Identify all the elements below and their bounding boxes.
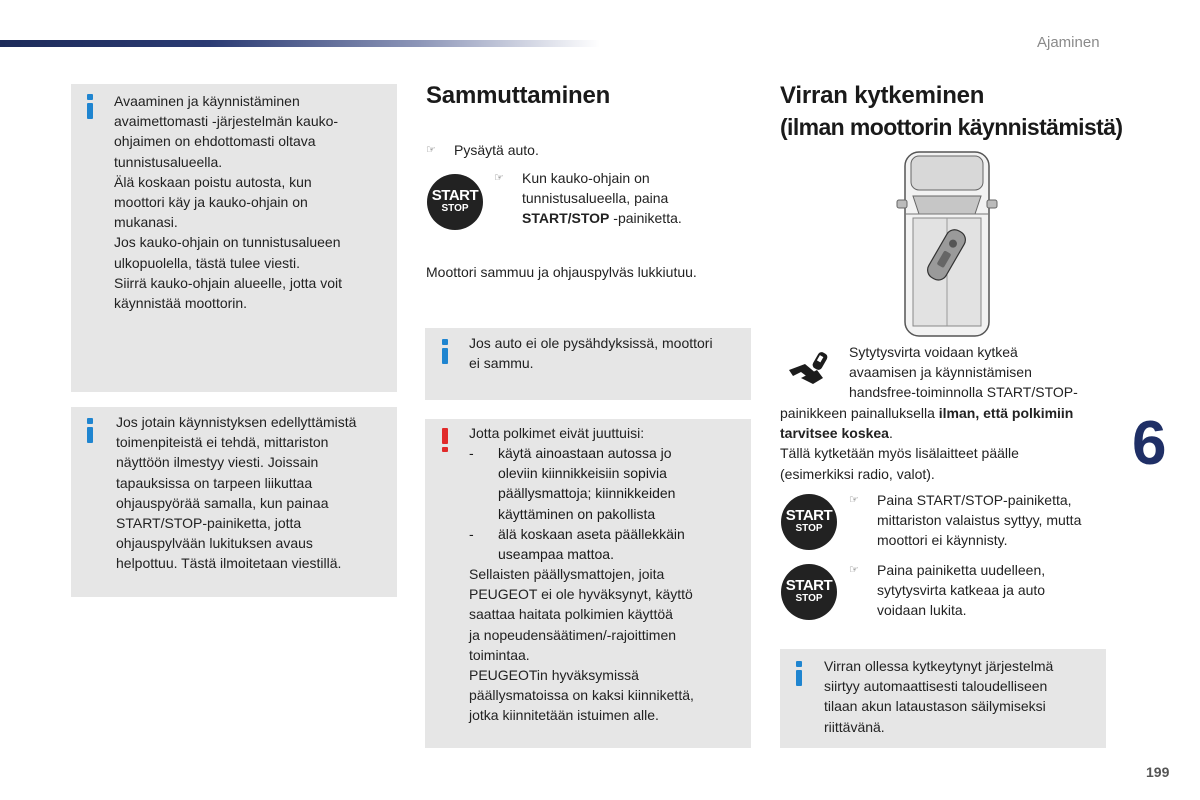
start-stop-button-icon: START STOP [427, 174, 483, 230]
section-title: Ajaminen [1037, 34, 1100, 51]
info-text-economy-mode: Virran ollessa kytkeytynyt järjestelmä siirtyy automaattisesti taloudelliseen tilaan akun lataustason säilymiseksi riittävänä. [824, 658, 1054, 735]
info-icon [87, 418, 95, 443]
hand-pointer-icon: ☞ [426, 144, 436, 156]
start-stop-button-icon: START STOP [781, 494, 837, 550]
heading-sammuttaminen: Sammuttaminen [426, 82, 611, 109]
info-text-keyless: Avaaminen ja käynnistäminen avaimettomasti -järjestelmän kauko- ohjaimen on ehdottomasti oltava tunnistusalueella. Älä koskaan poistu autosta, kun moottori käy ja kauko-ohjain on mukanasi. Jos kauko-ohjain on tunnistusalueen ulkopuolella, tästä tulee viesti. Siirrä kauko-ohjain alueelle, jotta voit käynnistää moottorin. [114, 93, 343, 312]
warning-list-item: - käytä ainoastaan autossa jo oleviin kiinnikkeisiin sopivia päällysmattoja; kiinnikkeiden käyttäminen on pakollista [469, 445, 676, 522]
chapter-number: 6 [1132, 409, 1167, 478]
hand-pointer-icon: ☞ [849, 564, 859, 576]
ignition-paragraph-cont: painikkeen painalluksella ilman, että polkimiin tarvitsee koskea. Tällä kytketään myös lisälaitteet päälle (esimerkiksi radio, valot). [780, 405, 1074, 482]
heading-ilman-moottorin: (ilman moottorin käynnistämistä) [780, 114, 1123, 140]
step-stop-car: ☞ Pysäytä auto. [426, 140, 726, 160]
page-number: 199 [1146, 764, 1170, 780]
hand-pointer-icon: ☞ [849, 494, 859, 506]
heading-virran-kytkeminen: Virran kytkeminen [780, 82, 985, 109]
engine-stops-text: Moottori sammuu ja ohjauspylväs lukkiutuu. [426, 264, 697, 280]
info-icon [796, 661, 804, 686]
hand-key-icon [787, 348, 833, 388]
warning-intro: Jotta polkimet eivät juuttuisi: [469, 425, 645, 441]
info-icon [442, 339, 450, 364]
car-top-view-illustration [895, 150, 999, 338]
start-stop-button-icon: START STOP [781, 564, 837, 620]
hand-pointer-icon: ☞ [494, 172, 504, 184]
step-press-start-stop: ☞ Kun kauko-ohjain on tunnistusalueella, paina START/STOP -painiketta. [494, 170, 682, 227]
step-press-once: ☞ Paina START/STOP-painiketta, mittariston valaistus syttyy, mutta moottori ei käynnisty. [849, 492, 1082, 549]
warning-list-item: - älä koskaan aseta päällekkäin useampaa mattoa. [469, 526, 685, 563]
info-icon [87, 94, 95, 119]
warning-text-mats: Sellaisten päällysmattojen, joita PEUGEOT ei ole hyväksynyt, käyttö saattaa haitata polkimien käyttöä ja nopeudensäätimen/-rajoittimen toimintaa. PEUGEOTin hyväksymissä päällysmatoissa on kaksi kiinnikettä, jotka kiinnitetään istuimen alle. [469, 566, 694, 724]
info-text-not-stopped: Jos auto ei ole pysähdyksissä, moottori ei sammu. [469, 335, 713, 372]
step-press-again: ☞ Paina painiketta uudelleen, sytytysvirta katkeaa ja auto voidaan lukita. [849, 562, 1046, 619]
header-gradient-bar [0, 40, 600, 47]
warning-exclamation-icon [440, 428, 450, 452]
info-text-start-conditions: Jos jotain käynnistyksen edellyttämistä toimenpiteistä ei tehdä, mittariston näyttöön ilmestyy viesti. Joissain tapauksissa on tarpeen liikuttaa ohjauspyörää samalla, kun painaa START/STOP-painiketta, jotta ohjauspylvään lukituksen avaus helpottuu. Tästä ilmoitetaan viestillä. [116, 414, 357, 572]
ignition-paragraph: Sytytysvirta voidaan kytkeä avaamisen ja käynnistämisen handsfree-toiminnolla START/STOP- [849, 344, 1078, 401]
